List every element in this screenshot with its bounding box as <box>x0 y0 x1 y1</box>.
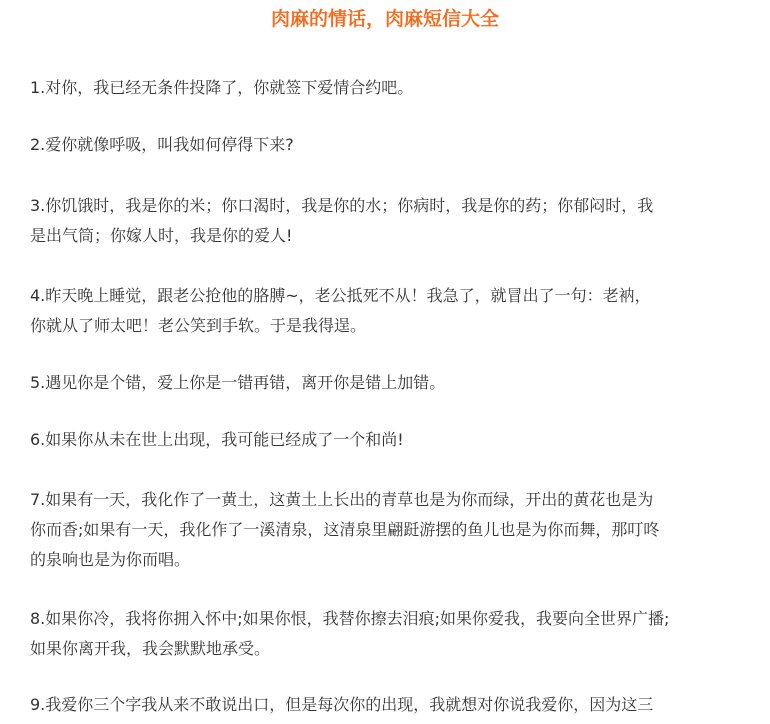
paragraph-1 <box>30 73 735 103</box>
article-title: 肉麻的情话，肉麻短信大全 <box>270 8 499 30</box>
paragraph-5 <box>30 368 735 398</box>
paragraph-9 <box>30 690 735 720</box>
paragraph-line: 5.遇见你是个错，爱上你是一错再错，离开你是错上加错。 <box>30 373 446 392</box>
paragraph-4 <box>30 281 735 341</box>
paragraph-line: 9.我爱你三个字我从来不敢说出口，但是每次你的出现，我就想对你说我爱你，因为这三 <box>30 695 654 714</box>
paragraph-line: 你就从了师太吧！老公笑到手软。于是我得逞。 <box>30 316 367 335</box>
paragraph-2 <box>30 130 735 160</box>
paragraph-line: 如果你离开我，我会默默地承受。 <box>30 639 271 658</box>
paragraph-8 <box>30 604 735 664</box>
paragraph-line: 3.你饥饿时，我是你的米；你口渴时，我是你的水；你病时，我是你的药；你郁闷时，我 <box>30 196 654 215</box>
paragraph-line: 4.昨天晚上睡觉，跟老公抢他的胳膊~，老公抵死不从！我急了，就冒出了一句：老衲， <box>30 286 651 305</box>
paragraph-3 <box>30 191 735 251</box>
paragraph-line: 6.如果你从未在世上出现，我可能已经成了一个和尚! <box>30 430 404 449</box>
paragraph-7 <box>30 485 735 575</box>
paragraph-line: 的泉响也是为你而唱。 <box>30 550 191 569</box>
paragraph-line: 7.如果有一天，我化作了一黄土，这黄土上长出的青草也是为你而绿，开出的黄花也是为 <box>30 490 654 509</box>
paragraph-line: 你而香;如果有一天，我化作了一溪清泉，这清泉里翩跹游摆的鱼儿也是为你而舞，那叮咚 <box>30 520 660 539</box>
paragraph-line: 1.对你，我已经无条件投降了，你就签下爱情合约吧。 <box>30 78 414 97</box>
paragraph-line: 2.爱你就像呼吸，叫我如何停得下来? <box>30 135 294 154</box>
paragraph-line: 是出气筒；你嫁人时，我是你的爱人! <box>30 226 293 245</box>
paragraph-line: 8.如果你冷，我将你拥入怀中;如果你恨，我替你擦去泪痕;如果你爱我，我要向全世界广播; <box>30 609 670 628</box>
paragraph-6 <box>30 425 735 455</box>
